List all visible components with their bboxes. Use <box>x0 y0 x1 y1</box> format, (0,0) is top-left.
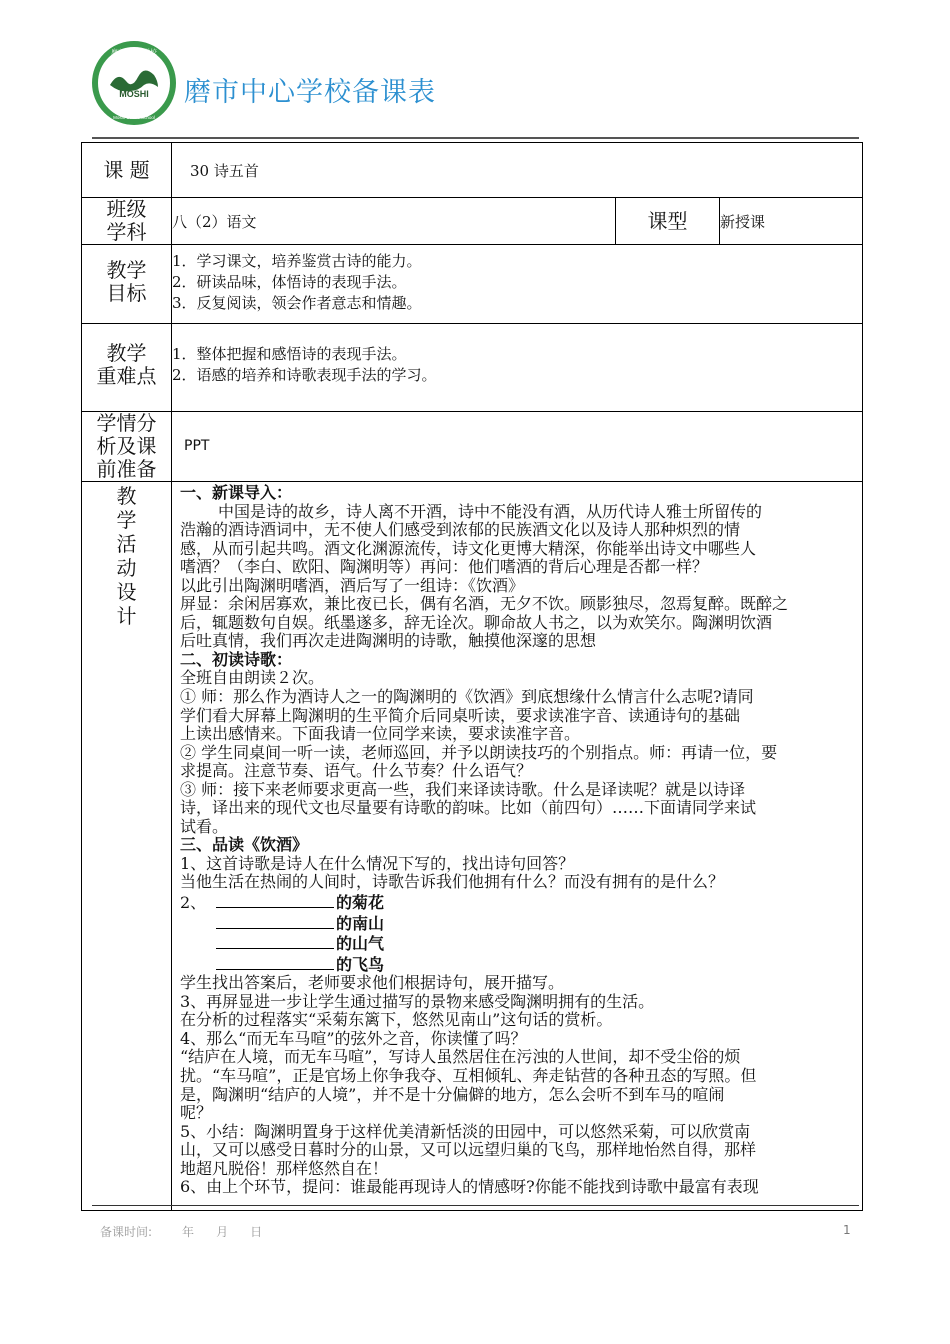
objective-item: 2．研读品味，体悟诗的表现手法。 <box>172 273 407 291</box>
fill-blank-text: 的菊花 <box>336 893 385 913</box>
keypoint-item: 2．语感的培养和诗歌表现手法的学习。 <box>172 366 437 384</box>
answer-blank <box>216 913 334 929</box>
objectives-list <box>172 245 863 324</box>
paragraph-line: 6、由上个环节，提问：谁最能再现诗人的情感呀?你能不能找到诗歌中最富有表现 <box>180 1178 759 1197</box>
fill-blank-line <box>180 933 856 954</box>
section-heading: 二、初读诗歌： <box>180 650 293 669</box>
svg-text:Moshi Centre School: Moshi Centre School <box>113 115 155 120</box>
row-preparation <box>82 412 863 482</box>
fill-blank-line <box>180 892 856 913</box>
paragraph-line: 呢？ <box>180 1104 213 1123</box>
paragraph-line: 感，从而引起共鸣。酒文化渊源流传，诗文化更博大精深，你能举出诗文中哪些人 <box>180 539 757 558</box>
fill-blank-text: 的山气 <box>336 934 385 954</box>
topic-label: 课 题 <box>82 143 172 198</box>
paragraph-line: 求提高。注意节奏、语气。什么节奏？什么语气？ <box>180 762 533 781</box>
objective-item: 1．学习课文，培养鉴赏古诗的能力。 <box>172 252 422 270</box>
keypoints-list <box>172 324 863 412</box>
paragraph-line: ③ 师：接下来老师要求更高一些，我们来译读诗歌。什么是译读呢？就是以诗译 <box>180 780 746 799</box>
paragraph-line: 地超凡脱俗！那样悠然自在！ <box>180 1159 389 1178</box>
fill-blank-text: 的飞鸟 <box>336 954 385 974</box>
row-objectives <box>82 245 863 324</box>
paragraph-line: 扰。“车马喧”，正是官场上你争我夺、互相倾轧、奔走钻营的各种丑态的写照。但 <box>180 1066 757 1085</box>
paragraph-line: 屏显：余闲居寡欢，兼比夜已长，偶有名酒，无夕不饮。顾影独尽，忽焉复醉。既醉之 <box>180 595 789 614</box>
paragraph-line: ② 学生同桌间一听一读，老师巡回，并予以朗读技巧的个别指点。师：再请一位，要 <box>180 743 778 762</box>
footer-month: 月 <box>216 1225 229 1239</box>
paragraph-line: 浩瀚的酒诗酒词中，无不使人们感受到浓郁的民族酒文化以及诗人那种炽烈的情 <box>180 521 741 540</box>
footer-year: 年 <box>182 1225 195 1239</box>
paragraph-line: 5、小结：陶渊明置身于这样优美清新恬淡的田园中，可以悠然采菊，可以欣赏南 <box>180 1122 751 1141</box>
paragraph-line: 当他生活在热闹的人间时，诗歌告诉我们他拥有什么？而没有拥有的是什么？ <box>180 873 725 892</box>
row-topic <box>82 143 863 198</box>
type-value: 新授课 <box>720 198 863 245</box>
paragraph-line: 4、那么“而无车马喧”的弦外之音，你读懂了吗？ <box>180 1029 527 1048</box>
paragraph-line: 上读出感情来。下面我请一位同学来读，要求读准字音。 <box>180 725 581 744</box>
paragraph-line: ① 师：那么作为酒诗人之一的陶渊明的《饮酒》到底想缘什么情言什么志呢?请同 <box>180 688 754 707</box>
answer-blank <box>216 954 334 970</box>
objective-item: 3．反复阅读，领会作者意志和情趣。 <box>172 294 422 312</box>
school-logo <box>92 41 176 125</box>
paragraph-line: 全班自由朗读２次。 <box>180 669 325 688</box>
paragraph-line: 学们看大屏幕上陶渊明的生平简介后同桌听读，要求读准字音、读通诗句的基础 <box>180 706 741 725</box>
school-title: 磨市中心学校备课表 <box>184 77 436 108</box>
paragraph-line: 后，辄题数句自娱。纸墨遂多，辞无诠次。聊命故人书之，以为欢笑尔。陶渊明饮酒 <box>180 613 773 632</box>
paragraph-line: 后吐真情，我们再次走进陶渊明的诗歌，触摸他深邃的思想 <box>180 632 597 651</box>
section-heading: 三、品读《饮酒》 <box>180 836 309 855</box>
page-number: 1 <box>843 1223 851 1237</box>
svg-text:MOSHI: MOSHI <box>119 89 149 99</box>
footer-divider <box>92 1205 859 1206</box>
paragraph-line: 中国是诗的故乡，诗人离不开酒，诗中不能没有酒，从历代诗人雅士所留传的 <box>218 502 763 521</box>
header-divider <box>92 137 859 139</box>
class-value: 八（2）语文 <box>172 198 616 245</box>
answer-blank <box>216 892 334 908</box>
fill-blank-text: 的南山 <box>336 913 385 933</box>
activity-content <box>172 482 863 1211</box>
topic-value: 30 诗五首 <box>172 143 863 198</box>
paragraph-line: 3、再屏显进一步让学生通过描写的景物来感受陶渊明拥有的生活。 <box>180 992 655 1011</box>
fill-blank-line <box>180 954 856 975</box>
svg-text:磨市镇中心学校: 磨市镇中心学校 <box>111 48 157 56</box>
row-class <box>82 198 863 245</box>
footer-day: 日 <box>250 1225 263 1239</box>
section-heading: 一、新课导入： <box>180 484 293 502</box>
fill-blank-number: 2、 <box>180 893 207 913</box>
objectives-label: 教学 目标 <box>82 245 172 324</box>
paragraph-line: 山，又可以感受日暮时分的山景，又可以远望归巢的飞鸟，那样地怡然自得，那样 <box>180 1141 757 1160</box>
paragraph-line: 是，陶渊明“结庐的人境”，并不是十分偏僻的地方，怎么会听不到车马的喧闹 <box>180 1085 725 1104</box>
paragraph-line: 试看。 <box>180 817 229 836</box>
paragraph-line: 1、这首诗歌是诗人在什么情况下写的，找出诗句回答？ <box>180 854 575 873</box>
footer-label: 备课时间: <box>100 1225 153 1239</box>
paragraph-line: 诗，译出来的现代文也尽量要有诗歌的韵味。比如（前四句）……下面请同学来试 <box>180 799 757 818</box>
paragraph-line: 在分析的过程落实“采菊东篱下，悠然见南山”这句话的赏析。 <box>180 1011 613 1030</box>
footer-date <box>100 1223 284 1240</box>
preparation-value: PPT <box>172 412 863 482</box>
paragraph-line: 以此引出陶渊明嗜酒，酒后写了一组诗：《饮酒》 <box>180 576 525 595</box>
fill-blank-line <box>180 913 856 934</box>
activity-label: 教 学 活 动 设 计 <box>82 482 172 1211</box>
preparation-label: 学情分 析及课 前准备 <box>82 412 172 482</box>
keypoint-item: 1．整体把握和感悟诗的表现手法。 <box>172 345 407 363</box>
answer-blank <box>216 933 334 949</box>
class-label: 班级 学科 <box>82 198 172 245</box>
paragraph-line: “结庐在人境，而无车马喧”，写诗人虽然居住在污浊的人世间，却不受尘俗的烦 <box>180 1048 741 1067</box>
row-activity <box>82 482 863 1211</box>
row-keypoints <box>82 324 863 412</box>
lesson-plan-table <box>81 142 863 1211</box>
keypoints-label: 教学 重难点 <box>82 324 172 412</box>
type-label: 课型 <box>616 198 720 245</box>
paragraph-line: 学生找出答案后，老师要求他们根据诗句，展开描写。 <box>180 974 565 993</box>
paragraph-line: 嗜酒？（李白、欧阳、陶渊明等）再问：他们嗜酒的背后心理是否都一样？ <box>180 558 709 577</box>
